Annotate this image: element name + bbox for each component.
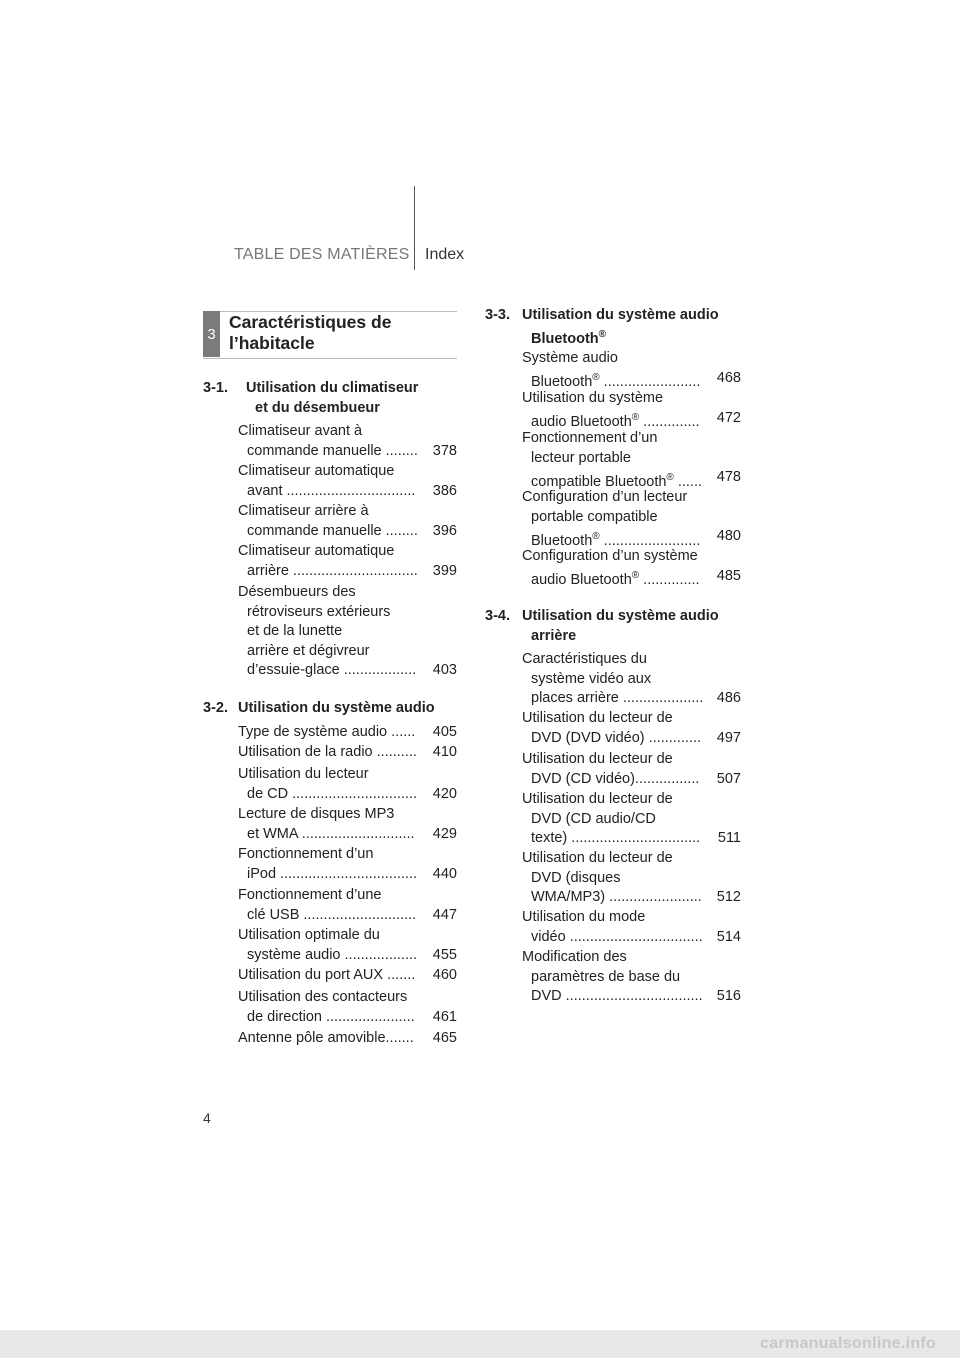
toc-page-number: 511 xyxy=(717,830,741,846)
toc-page-number: 420 xyxy=(432,785,457,802)
toc-entry-line xyxy=(522,948,741,968)
toc-entry-text: avant ................................ xyxy=(247,482,416,499)
toc-entry-text: Utilisation du système xyxy=(522,390,664,406)
toc-entry-line xyxy=(238,482,457,502)
toc-page-number: 429 xyxy=(432,825,457,842)
toc-entry-text: Configuration d’un système xyxy=(522,548,698,564)
toc-entry-line xyxy=(238,825,457,845)
toc-page-number: 405 xyxy=(432,724,457,740)
toc-entry[interactable] xyxy=(238,583,457,681)
section-title-line: arrière xyxy=(531,628,577,644)
section-title[interactable] xyxy=(238,698,435,718)
toc-entry-line xyxy=(238,926,457,946)
toc-entry-line xyxy=(238,765,457,785)
toc-entry-text: audio Bluetooth® .............. xyxy=(531,570,700,589)
header-divider xyxy=(414,186,415,270)
toc-entry[interactable] xyxy=(522,349,741,391)
toc-entry-text: Bluetooth® ........................ xyxy=(531,372,701,391)
toc-entry-text: Utilisation du port AUX ....... xyxy=(238,967,416,983)
toc-entry-line xyxy=(238,642,457,662)
toc-entry-text: Utilisation optimale du xyxy=(238,927,380,943)
toc-entry-line xyxy=(238,1008,457,1028)
toc-entry-text: paramètres de base du xyxy=(531,968,681,985)
toc-entry-text: Système audio xyxy=(522,350,618,366)
toc-entry-text: DVD (CD vidéo)................ xyxy=(531,770,700,787)
toc-entry-line xyxy=(238,723,457,743)
index-link[interactable]: Index xyxy=(425,246,465,263)
toc-entry[interactable] xyxy=(522,849,741,908)
toc-entry-line xyxy=(522,810,741,830)
toc-entry-text: clé USB ............................ xyxy=(247,906,417,923)
toc-entry-text: DVD (CD audio/CD xyxy=(531,810,656,827)
toc-entry-line xyxy=(522,729,741,749)
toc-entry-line xyxy=(522,547,741,567)
toc-entry-text: Antenne pôle amovible....... xyxy=(238,1030,414,1046)
toc-page-number: 514 xyxy=(716,928,741,945)
toc-entry-text: portable compatible xyxy=(531,508,658,525)
toc-entry-line xyxy=(522,968,741,988)
toc-entry[interactable] xyxy=(238,723,457,743)
section-title[interactable] xyxy=(246,378,418,418)
chapter-title-line: l’habitacle xyxy=(229,333,315,353)
toc-entry-line xyxy=(522,849,741,869)
toc-entry-text: Utilisation du lecteur de xyxy=(522,850,673,866)
page-number: 4 xyxy=(203,1110,211,1126)
toc-entry-line xyxy=(238,845,457,865)
toc-entry-text: commande manuelle ........ xyxy=(247,522,418,539)
toc-entry-line xyxy=(522,709,741,729)
section-title[interactable] xyxy=(522,305,719,349)
toc-entry-line xyxy=(522,770,741,790)
chapter-title xyxy=(229,312,449,354)
toc-entry-text: audio Bluetooth® .............. xyxy=(531,412,700,431)
section-title-line: Utilisation du système audio xyxy=(238,700,435,716)
section-number: 3-3. xyxy=(485,307,510,323)
toc-page-number: 460 xyxy=(432,967,457,983)
toc-entry-text: Utilisation des contacteurs xyxy=(238,989,408,1005)
toc-page-number: 512 xyxy=(716,889,741,905)
toc-entry-text: DVD .................................. xyxy=(531,988,703,1004)
toc-page-number: 410 xyxy=(432,744,457,760)
toc-entry-line xyxy=(522,750,741,770)
toc-page-number: 378 xyxy=(432,442,457,459)
toc-entry-text: texte) ................................ xyxy=(531,830,701,846)
toc-entry[interactable] xyxy=(238,1029,457,1049)
toc-entry-text: Fonctionnement d’une xyxy=(238,887,382,903)
toc-entry-line xyxy=(238,966,457,986)
toc-entry-line xyxy=(522,987,741,1007)
toc-entry-text: Désembueurs des xyxy=(238,584,356,600)
toc-entry[interactable] xyxy=(522,547,741,589)
toc-entry-text: Utilisation du lecteur de xyxy=(522,791,673,807)
toc-entry-text: Utilisation de la radio .......... xyxy=(238,744,417,760)
toc-entry-line xyxy=(522,928,741,948)
toc-entry-text: d’essuie-glace .................. xyxy=(247,662,417,678)
toc-entry[interactable] xyxy=(522,908,741,947)
toc-entry-text: Modification des xyxy=(522,949,627,965)
toc-entry-line xyxy=(238,906,457,926)
toc-entry-text: et WMA ............................ xyxy=(247,825,415,842)
toc-page-number: 465 xyxy=(432,1030,457,1046)
section-title[interactable] xyxy=(522,606,719,646)
toc-page-number: 440 xyxy=(432,865,457,882)
toc-entry-text: DVD (disques xyxy=(531,869,621,886)
toc-entry[interactable] xyxy=(238,886,457,925)
toc-entry-text: arrière ............................... xyxy=(247,562,418,579)
toc-entry[interactable] xyxy=(238,805,457,844)
toc-entry[interactable] xyxy=(238,542,457,581)
toc-entry-text: Climatiseur avant à xyxy=(238,423,363,439)
toc-entry-text: iPod .................................. xyxy=(247,865,418,882)
toc-entry-text: compatible Bluetooth® ...... xyxy=(531,472,702,490)
section-title-line: Utilisation du système audio xyxy=(522,307,719,323)
toc-page-number: 485 xyxy=(716,567,741,584)
toc-entry[interactable] xyxy=(522,948,741,1007)
toc-entry-line xyxy=(238,422,457,442)
toc-page-number: 447 xyxy=(432,906,457,923)
section-number: 3-1. xyxy=(203,380,228,396)
toc-entry-line xyxy=(238,462,457,482)
toc-page-number: 478 xyxy=(716,469,741,485)
toc-entry-line xyxy=(238,886,457,906)
toc-entry-line xyxy=(522,409,741,429)
toc-entry-text: Utilisation du lecteur de xyxy=(522,710,673,726)
toc-entry-line xyxy=(522,527,741,547)
toc-page-number: 455 xyxy=(432,946,457,963)
toc-entry-line xyxy=(238,622,457,642)
toc-entry-text: Configuration d’un lecteur xyxy=(522,489,688,505)
toc-entry-text: DVD (DVD vidéo) ............. xyxy=(531,729,702,746)
toc-entry-line xyxy=(522,790,741,810)
toc-page-number: 399 xyxy=(432,562,457,579)
toc-entry-text: vidéo ................................. xyxy=(531,928,703,945)
toc-entry-text: Utilisation du mode xyxy=(522,909,646,925)
toc-entry[interactable] xyxy=(238,926,457,965)
toc-entry-line xyxy=(238,542,457,562)
toc-entry[interactable] xyxy=(238,743,457,763)
toc-entry[interactable] xyxy=(522,488,741,547)
toc-entry-line xyxy=(238,522,457,542)
toc-entry-text: Climatiseur automatique xyxy=(238,463,395,479)
toc-entry-line xyxy=(522,349,741,369)
toc-entry[interactable] xyxy=(522,790,741,849)
toc-entry-line xyxy=(238,988,457,1008)
toc-entry-line xyxy=(238,1029,457,1049)
toc-entry[interactable] xyxy=(522,429,741,488)
toc-entry[interactable] xyxy=(238,845,457,884)
section-title-line: et du désembueur xyxy=(255,400,380,416)
toc-entry-text: Caractéristiques du xyxy=(522,651,647,667)
toc-entry[interactable] xyxy=(238,502,457,541)
toc-entry-text: places arrière .................... xyxy=(531,690,704,706)
toc-entry[interactable] xyxy=(238,988,457,1027)
toc-page-number: 507 xyxy=(716,770,741,787)
toc-entry-text: Climatiseur automatique xyxy=(238,543,395,559)
toc-entry-line xyxy=(238,442,457,462)
section-title-line: Utilisation du climatiseur xyxy=(246,380,419,396)
toc-entry[interactable] xyxy=(522,389,741,431)
toc-entry-line xyxy=(238,865,457,885)
toc-entry[interactable] xyxy=(238,462,457,501)
toc-entry-text: système audio .................. xyxy=(247,946,418,963)
toc-entry-text: de CD ............................... xyxy=(247,785,418,802)
toc-entry-text: Utilisation du lecteur de xyxy=(522,751,673,767)
toc-entry-line xyxy=(238,603,457,623)
toc-entry-line xyxy=(238,562,457,582)
toc-entry-text: Type de système audio ...... xyxy=(238,724,416,740)
toc-page-number: 386 xyxy=(432,482,457,499)
toc-page-number: 497 xyxy=(716,729,741,746)
toc-page-number: 468 xyxy=(716,369,741,386)
toc-entry-line xyxy=(522,567,741,587)
toc-entry-text: Climatiseur arrière à xyxy=(238,503,369,519)
toc-entry-text: et de la lunette xyxy=(247,623,343,639)
section-number: 3-2. xyxy=(203,700,228,716)
toc-entry-line xyxy=(522,488,741,508)
toc-entry-line xyxy=(522,468,741,488)
toc-link[interactable]: TABLE DES MATIÈRES xyxy=(234,246,410,263)
chapter-title-line: Caractéristiques de xyxy=(229,312,392,332)
toc-entry-line xyxy=(522,508,741,528)
toc-page-number: 461 xyxy=(432,1008,457,1025)
toc-entry-line xyxy=(522,650,741,670)
toc-entry-line xyxy=(522,689,741,709)
toc-entry-text: WMA/MP3) ....................... xyxy=(531,889,702,905)
toc-entry-line xyxy=(238,785,457,805)
toc-entry-line xyxy=(522,908,741,928)
toc-entry-text: Utilisation du lecteur xyxy=(238,766,369,782)
toc-entry[interactable] xyxy=(238,966,457,986)
toc-entry-line xyxy=(238,583,457,603)
toc-entry-line xyxy=(238,502,457,522)
footer-watermark: carmanualsonline.info xyxy=(760,1335,937,1352)
toc-entry[interactable] xyxy=(522,650,741,709)
toc-entry-line xyxy=(522,869,741,889)
section-number: 3-4. xyxy=(485,608,510,624)
toc-entry[interactable] xyxy=(522,709,741,748)
toc-entry[interactable] xyxy=(522,750,741,789)
toc-entry-line xyxy=(522,449,741,469)
toc-page-number: 403 xyxy=(432,662,457,678)
toc-page-number: 396 xyxy=(432,522,457,539)
toc-entry-line xyxy=(522,369,741,389)
toc-page-number: 480 xyxy=(716,528,741,544)
toc-entry-line xyxy=(238,661,457,681)
toc-entry-line xyxy=(238,805,457,825)
toc-entry-text: lecteur portable xyxy=(531,449,631,466)
chapter-number-tab: 3 xyxy=(203,311,220,357)
section-title-line: Utilisation du système audio xyxy=(522,608,719,624)
toc-entry-line xyxy=(522,829,741,849)
toc-entry-text: Lecture de disques MP3 xyxy=(238,806,395,822)
toc-entry-line xyxy=(522,888,741,908)
toc-entry-line xyxy=(238,743,457,763)
toc-entry-text: Bluetooth® ........................ xyxy=(531,531,701,549)
toc-entry-text: de direction ...................... xyxy=(247,1008,415,1025)
toc-page-number: 486 xyxy=(716,690,741,706)
toc-entry-text: arrière et dégivreur xyxy=(247,642,370,659)
toc-entry-line xyxy=(522,389,741,409)
toc-entry-text: système vidéo aux xyxy=(531,670,652,687)
toc-entry[interactable] xyxy=(238,422,457,461)
toc-entry-text: Fonctionnement d’un xyxy=(522,430,658,446)
toc-entry-text: rétroviseurs extérieurs xyxy=(247,603,391,620)
toc-entry-line xyxy=(238,946,457,966)
toc-entry-text: commande manuelle ........ xyxy=(247,442,418,459)
toc-entry-line xyxy=(522,670,741,690)
toc-entry-line xyxy=(522,429,741,449)
toc-entry[interactable] xyxy=(238,765,457,804)
toc-page-number: 516 xyxy=(716,988,741,1004)
toc-page-number: 472 xyxy=(716,409,741,426)
section-title-line: Bluetooth® xyxy=(531,329,607,347)
toc-entry-text: Fonctionnement d’un xyxy=(238,846,374,862)
